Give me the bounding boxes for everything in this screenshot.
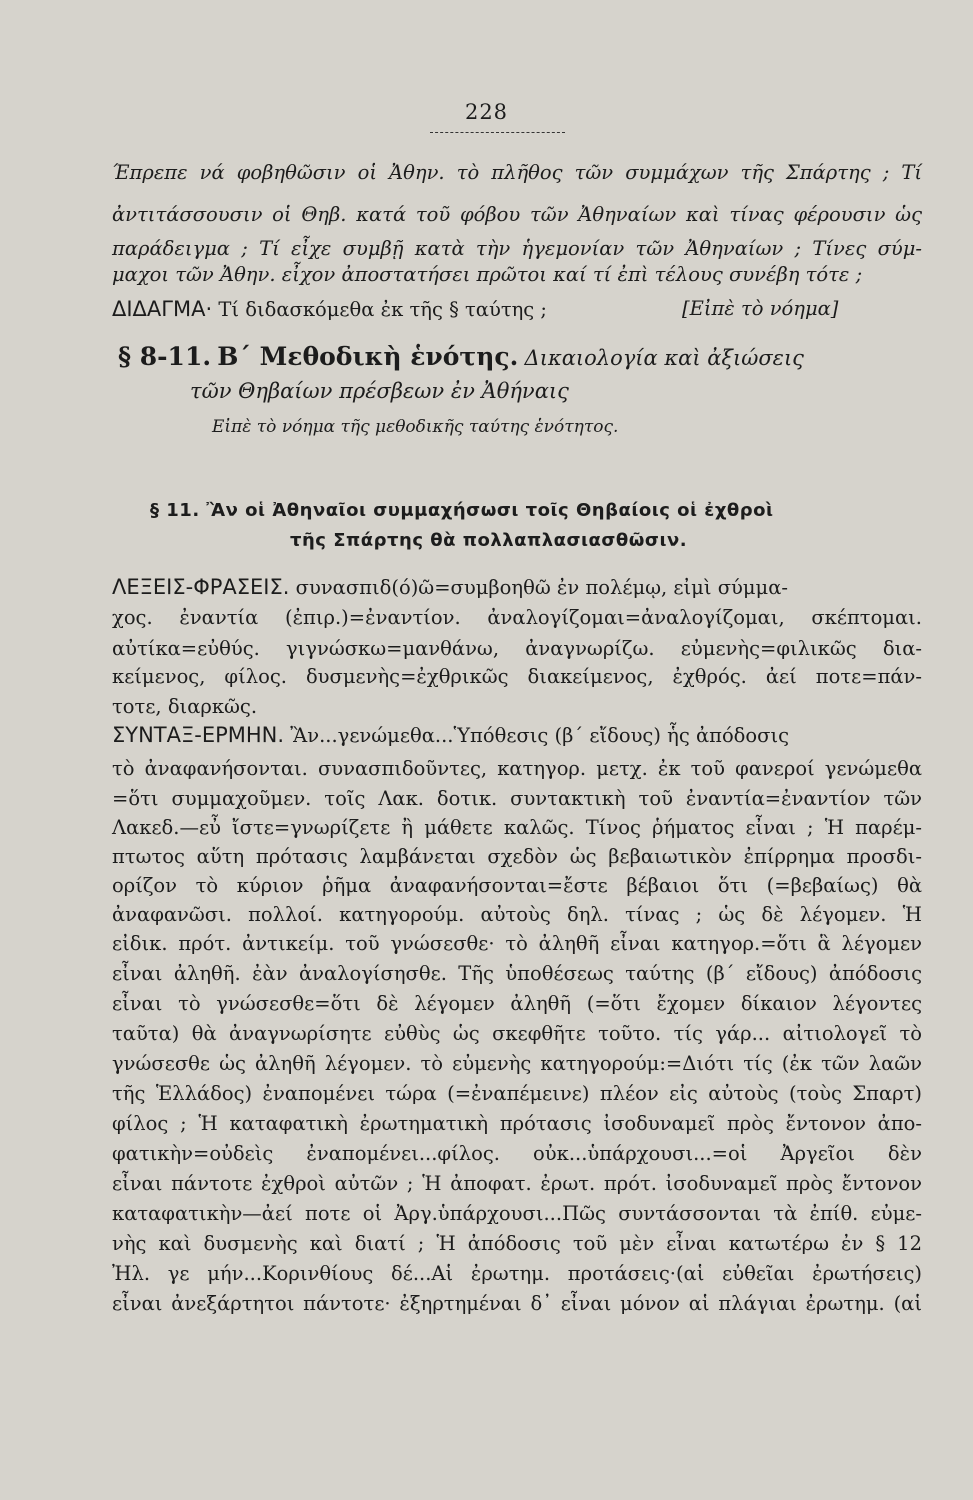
- syntax-row: [112, 722, 922, 749]
- syntax-line: φατικὴν=οὐδεὶς ἐναπομένει...φίλος. οὐκ...ὑπάρχουσι...=οἱ Ἀργεῖοι δὲν: [112, 1142, 922, 1165]
- lexeis-label: ΛΕΞΕΙΣ-ΦΡΑΣΕΙΣ.: [112, 575, 290, 599]
- page-number: 228: [464, 100, 509, 124]
- header-rule: [430, 132, 565, 133]
- syntax-line: καταφατικὴν—ἀεί ποτε οἱ Ἀργ.ὑπάρχουσι...Πῶς συντάσσονται τὰ ἐπίθ. εὐμε-: [112, 1202, 922, 1225]
- section-subtitle-2: τῶν Θηβαίων πρέσβεων ἐν Ἀθήναις: [190, 379, 569, 403]
- syntax-line: ἀναφανῶσι. πολλοί. κατηγορούμ. αὐτοὺς δηλ. τίνας ; ὡς δὲ λέγομεν. Ἡ: [112, 903, 922, 926]
- lexeis-line: τοτε, διαρκῶς.: [112, 695, 258, 718]
- question-line: παράδειγμα ; Τί εἶχε συμβῇ κατὰ τὴν ἡγεμονίαν τῶν Ἀθηναίων ; Τίνες σύμ-: [112, 237, 922, 260]
- syntax-line: τῆς Ἑλλάδος) ἐναπομένει τώρα (=ἐναπέμεινε) πλέον εἰς αὐτοὺς (τοὺς Σπαρτ): [112, 1082, 922, 1105]
- section-heading: [118, 344, 928, 372]
- syntax-line: =ὅτι συμμαχοῦμεν. τοῖς Λακ. δοτικ. συντακτικὴ τοῦ ἐναντία=ἐναντίον τῶν: [112, 787, 922, 810]
- lexeis-row: [112, 574, 922, 601]
- paragraph-heading: § 11. Ἂν οἱ Ἀθηναῖοι συμμαχήσωσι τοῖς Θηβαίοις οἱ ἐχθροὶ: [150, 500, 774, 521]
- syntax-line: εἶναι ἀνεξάρτητοι πάντοτε· ἐξηρτημέναι δ᾽ εἶναι μόνον αἱ πλάγιαι ἐρωτημ. (αἱ: [112, 1292, 922, 1315]
- syntax-line: Λακεδ.—εὖ ἴστε=γνωρίζετε ἢ μάθετε καλῶς. Τίνος ῥήματος εἶναι ; Ἡ παρέμ-: [112, 816, 922, 839]
- syntax-line: Ἠλ. γε μήν...Κορινθίους δέ...Αἱ ἐρωτημ. προτάσεις·(αἱ εὐθεῖαι ἐρωτήσεις): [112, 1262, 922, 1285]
- paragraph-heading: τῆς Σπάρτης θὰ πολλαπλασιασθῶσιν.: [290, 530, 688, 551]
- syntax-line: νὴς καὶ δυσμενὴς καὶ διατί ; Ἡ ἀπόδοσις τοῦ μὲν εἶναι κατωτέρω ἐν § 12: [112, 1232, 922, 1255]
- question-line: μαχοι τῶν Ἀθην. εἶχον ἀποστατήσει πρῶτοι καί τί ἐπὶ τέλους συνέβη τότε ;: [112, 263, 863, 286]
- lexeis-line: χος. ἐναντία (ἐπιρ.)=ἐναντίον. ἀναλογίζομαι=ἀναλογίζομαι, σκέπτομαι.: [112, 606, 922, 629]
- lexeis-line: κείμενος, φίλος. δυσμενὴς=ἐχθρικῶς διακείμενος, ἐχθρός. ἀεί ποτε=πάν-: [112, 665, 922, 688]
- section-number: § 8-11.: [118, 342, 212, 371]
- syntax-line: τὸ ἀναφανήσονται. συνασπιδοῦντες, κατηγορ. μετχ. ἐκ τοῦ φανεροί γενώμεθα: [112, 757, 922, 780]
- syntax-label: ΣΥΝΤΑΞ-ΕΡΜΗΝ.: [112, 723, 285, 747]
- unit-title: Β΄ Μεθοδικὴ ἑνότης.: [217, 342, 519, 371]
- syntax-line: ταῦτα) θὰ ἀναγνωρίσητε εὐθὺς ὡς σκεφθῆτε τοῦτο. τίς γάρ... αἰτιολογεῖ τὸ: [112, 1022, 922, 1045]
- syntax-line: εἶναι ἀληθῆ. ἐὰν ἀναλογίσησθε. Τῆς ὑποθέσεως ταύτης (β΄ εἴδους) ἀπόδοσις: [112, 962, 922, 985]
- syntax-text: Ἂν...γενώμεθα...Ὑπόθεσις (β΄ εἴδους) ἧς ἀπόδοσις: [290, 724, 790, 747]
- section-instruction: Εἰπὲ τὸ νόημα τῆς μεθοδικῆς ταύτης ἑνότητος.: [212, 417, 619, 437]
- syntax-line: πτωτος αὕτη πρότασις λαμβάνεται σχεδὸν ὡς βεβαιωτικὸν ἐπίρρημα προσδι-: [112, 845, 922, 868]
- didagma-row: [112, 296, 922, 323]
- syntax-line: εἶναι πάντοτε ἐχθροὶ αὐτῶν ; Ἡ ἀποφατ. ἐρωτ. πρότ. ἰσοδυναμεῖ πρὸς ἔντονον: [112, 1172, 922, 1195]
- question-line: Έπρεπε νά φοβηθῶσιν οἱ Ἀθην. τὸ πλῆθος τῶν συμμάχων τῆς Σπάρτης ; Τί: [112, 161, 922, 184]
- syntax-line: γνώσεσθε ὡς ἀληθῆ λέγομεν. τὸ εὐμενὴς κατηγορούμ:=Διότι τίς (ἐκ τῶν λαῶν: [112, 1052, 922, 1075]
- didagma-prompt: [Εἰπὲ τὸ νόημα]: [682, 297, 839, 320]
- syntax-line: φίλος ; Ἡ καταφατικὴ ἐρωτηματικὴ πρότασις ἰσοδυναμεῖ πρὸς ἔντονον ἀπο-: [112, 1112, 922, 1135]
- lexeis-text: συνασπιδ(ό)ῶ=συμβοηθῶ ἐν πολέμῳ, εἰμὶ σύμμα-: [295, 576, 788, 599]
- syntax-line: εἰδικ. πρότ. ἀντικείμ. τοῦ γνώσεσθε· τὸ ἀληθῆ εἶναι κατηγορ.=ὅτι ἃ λέγομεν: [112, 932, 922, 955]
- syntax-line: ορίζον τὸ κύριον ῥῆμα ἀναφανήσονται=ἔστε βέβαιοι ὅτι (=βεβαίως) θὰ: [112, 874, 922, 897]
- syntax-line: εἶναι τὸ γνώσεσθε=ὅτι δὲ λέγομεν ἀληθῆ (=ὅτι ἔχομεν δίκαιον λέγοντες: [112, 992, 922, 1015]
- section-subtitle: Δικαιολογία καὶ ἀξιώσεις: [524, 346, 804, 370]
- lexeis-line: αὐτίκα=εὐθύς. γιγνώσκω=μανθάνω, ἀναγνωρίζω. εὐμενὴς=φιλικῶς δια-: [112, 637, 922, 660]
- didagma-text: Τί διδασκόμεθα ἐκ τῆς § ταύτης ;: [218, 298, 547, 321]
- question-line: ἀντιτάσσουσιν οἱ Θηβ. κατά τοῦ φόβου τῶν Ἀθηναίων καὶ τίνας φέρουσιν ὡς: [112, 203, 922, 226]
- didagma-label: ΔΙΔΑΓΜΑ·: [112, 297, 213, 321]
